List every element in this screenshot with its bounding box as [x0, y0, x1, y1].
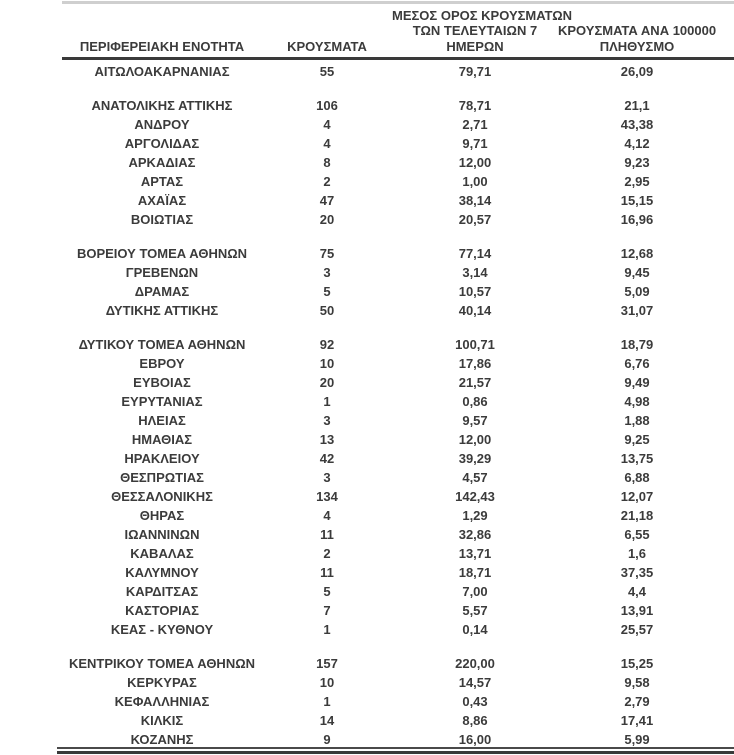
region-cell: ΑΝΑΤΟΛΙΚΗΣ ΑΤΤΙΚΗΣ [91, 98, 233, 113]
region-cell: ΚΟΖΑΝΗΣ [130, 732, 194, 747]
cases-cell: 1 [323, 694, 331, 709]
avg7-cell: 4,57 [462, 470, 488, 485]
avg7-cell: 1,29 [462, 508, 488, 523]
table-row [0, 172, 734, 191]
per100k-cell: 31,07 [620, 303, 654, 318]
per100k-cell: 43,38 [620, 117, 654, 132]
cases-cell: 5 [323, 284, 331, 299]
cases-cell: 9 [323, 732, 331, 747]
table-row [0, 620, 734, 639]
avg7-cell: 39,29 [458, 451, 492, 466]
avg7-cell: 14,57 [458, 675, 492, 690]
avg7-cell: 220,00 [455, 656, 495, 671]
region-cell: ΕΥΡΥΤΑΝΙΑΣ [121, 394, 203, 409]
avg7-cell: 0,86 [462, 394, 488, 409]
region-cell: ΑΧΑΪΑΣ [137, 193, 187, 208]
table-row [0, 525, 734, 544]
per100k-cell: 26,09 [620, 64, 654, 79]
avg7-cell: 40,14 [458, 303, 492, 318]
region-cell: ΑΡΚΑΔΙΑΣ [128, 155, 196, 170]
table-row [0, 449, 734, 468]
header-avg7-line2: ΤΩΝ ΤΕΛΕΥΤΑΙΩΝ 7 [412, 23, 538, 38]
table-row [0, 487, 734, 506]
per100k-cell: 9,58 [624, 675, 650, 690]
per100k-cell: 21,1 [624, 98, 650, 113]
cases-cell: 8 [323, 155, 331, 170]
cases-cell: 50 [319, 303, 335, 318]
table-row [0, 282, 734, 301]
avg7-cell: 12,00 [458, 432, 492, 447]
cases-cell: 3 [323, 470, 331, 485]
per100k-cell: 12,07 [620, 489, 654, 504]
table-header [0, 0, 734, 58]
per100k-cell: 13,91 [620, 603, 654, 618]
region-cell: ΔΥΤΙΚΟΥ ΤΟΜΕΑ ΑΘΗΝΩΝ [78, 337, 246, 352]
region-cell: ΘΗΡΑΣ [139, 508, 185, 523]
avg7-cell: 2,71 [462, 117, 488, 132]
cases-cell: 13 [319, 432, 335, 447]
table-row [0, 654, 734, 673]
table-row [0, 263, 734, 282]
table-row [0, 430, 734, 449]
region-cell: ΘΕΣΣΑΛΟΝΙΚΗΣ [111, 489, 213, 504]
table-row [0, 335, 734, 354]
cases-cell: 4 [323, 117, 331, 132]
avg7-cell: 77,14 [458, 246, 492, 261]
per100k-cell: 21,18 [620, 508, 654, 523]
region-cell: ΑΡΤΑΣ [140, 174, 184, 189]
avg7-cell: 16,00 [458, 732, 492, 747]
avg7-cell: 38,14 [458, 193, 492, 208]
cases-cell: 7 [323, 603, 331, 618]
cases-cell: 1 [323, 394, 331, 409]
cases-cell: 3 [323, 265, 331, 280]
header-cases: ΚΡΟΥΣΜΑΤΑ [287, 39, 367, 54]
cases-cell: 10 [319, 675, 335, 690]
header-region: ΠΕΡΙΦΕΡΕΙΑΚΗ ΕΝΟΤΗΤΑ [79, 39, 245, 54]
cases-cell: 42 [319, 451, 335, 466]
per100k-cell: 9,25 [624, 432, 650, 447]
cases-cell: 11 [320, 565, 334, 580]
header-avg7-line1: ΜΕΣΟΣ ΟΡΟΣ ΚΡΟΥΣΜΑΤΩΝ [392, 8, 573, 23]
table-row [0, 692, 734, 711]
cases-cell: 92 [319, 337, 335, 352]
avg7-cell: 21,57 [458, 375, 492, 390]
table-row [0, 506, 734, 525]
table-row [0, 354, 734, 373]
region-cell: ΙΩΑΝΝΙΝΩΝ [124, 527, 200, 542]
group-gap [0, 81, 734, 96]
cases-cell: 134 [316, 489, 338, 504]
cases-cell: 106 [316, 98, 338, 113]
region-cell: ΕΒΡΟΥ [139, 356, 185, 371]
avg7-cell: 18,71 [458, 565, 492, 580]
cases-cell: 75 [319, 246, 335, 261]
cases-cell: 2 [323, 546, 331, 561]
table-row [0, 115, 734, 134]
avg7-cell: 142,43 [455, 489, 495, 504]
per100k-cell: 2,79 [624, 694, 650, 709]
table-row [0, 673, 734, 692]
region-cell: ΚΕΝΤΡΙΚΟΥ ΤΟΜΕΑ ΑΘΗΝΩΝ [68, 656, 256, 671]
per100k-cell: 6,88 [624, 470, 650, 485]
table-row [0, 582, 734, 601]
header-per100k-line2: ΠΛΗΘΥΣΜΟ [599, 39, 675, 54]
per100k-cell: 9,45 [624, 265, 650, 280]
cases-cell: 20 [319, 375, 335, 390]
cases-cell: 10 [319, 356, 335, 371]
per100k-cell: 6,55 [624, 527, 650, 542]
per100k-cell: 2,95 [624, 174, 650, 189]
avg7-cell: 17,86 [458, 356, 492, 371]
table-row [0, 210, 734, 229]
per100k-cell: 16,96 [620, 212, 654, 227]
per100k-cell: 4,12 [624, 136, 650, 151]
bottom-rule-thin [57, 747, 734, 749]
cases-cell: 14 [319, 713, 335, 728]
region-cell: ΚΕΦΑΛΛΗΝΙΑΣ [114, 694, 210, 709]
per100k-cell: 5,09 [624, 284, 650, 299]
region-cell: ΔΡΑΜΑΣ [134, 284, 190, 299]
per100k-cell: 6,76 [624, 356, 650, 371]
cases-cell: 2 [323, 174, 331, 189]
table-row [0, 468, 734, 487]
avg7-cell: 10,57 [458, 284, 492, 299]
avg7-cell: 5,57 [462, 603, 488, 618]
cases-cell: 55 [319, 64, 335, 79]
table-row [0, 62, 734, 81]
table-row [0, 563, 734, 582]
avg7-cell: 0,43 [462, 694, 488, 709]
avg7-cell: 12,00 [458, 155, 492, 170]
region-cell: ΚΑΒΑΛΑΣ [130, 546, 194, 561]
region-cell: ΗΡΑΚΛΕΙΟΥ [124, 451, 200, 466]
table-row [0, 153, 734, 172]
table-row [0, 544, 734, 563]
per100k-cell: 15,25 [620, 656, 654, 671]
avg7-cell: 8,86 [462, 713, 488, 728]
cases-cell: 1 [323, 622, 331, 637]
region-cell: ΑΝΔΡΟΥ [134, 117, 190, 132]
avg7-cell: 13,71 [458, 546, 492, 561]
table-row [0, 191, 734, 210]
group-gap [0, 229, 734, 244]
region-cell: ΚΕΡΚΥΡΑΣ [127, 675, 197, 690]
per100k-cell: 9,49 [624, 375, 650, 390]
per100k-cell: 18,79 [620, 337, 654, 352]
avg7-cell: 100,71 [455, 337, 495, 352]
region-cell: ΚΙΛΚΙΣ [140, 713, 184, 728]
region-cell: ΚΑΛΥΜΝΟΥ [125, 565, 199, 580]
per100k-cell: 25,57 [620, 622, 654, 637]
per100k-cell: 12,68 [620, 246, 654, 261]
per100k-cell: 4,4 [627, 584, 647, 599]
table-row [0, 711, 734, 730]
avg7-cell: 79,71 [458, 64, 492, 79]
cases-cell: 20 [319, 212, 335, 227]
per100k-cell: 5,99 [624, 732, 650, 747]
per100k-cell: 15,15 [620, 193, 654, 208]
avg7-cell: 1,00 [462, 174, 488, 189]
avg7-cell: 3,14 [462, 265, 488, 280]
table-row [0, 134, 734, 153]
region-cell: ΒΟΙΩΤΙΑΣ [130, 212, 194, 227]
per100k-cell: 37,35 [620, 565, 654, 580]
header-avg7-line3: ΗΜΕΡΩΝ [446, 39, 504, 54]
table-row [0, 96, 734, 115]
group-gap [0, 639, 734, 654]
region-cell: ΗΜΑΘΙΑΣ [131, 432, 193, 447]
avg7-cell: 9,57 [462, 413, 488, 428]
header-rule [62, 57, 734, 60]
bottom-rule-thick [57, 751, 734, 754]
region-cell: ΓΡΕΒΕΝΩΝ [125, 265, 199, 280]
cases-cell: 4 [323, 136, 331, 151]
region-cell: ΔΥΤΙΚΗΣ ΑΤΤΙΚΗΣ [105, 303, 219, 318]
cases-cell: 157 [316, 656, 338, 671]
region-cell: ΚΕΑΣ - ΚΥΘΝΟΥ [110, 622, 214, 637]
avg7-cell: 7,00 [462, 584, 488, 599]
table-body [0, 62, 734, 749]
avg7-cell: 78,71 [458, 98, 492, 113]
table-row [0, 601, 734, 620]
cases-cell: 4 [323, 508, 331, 523]
cases-cell: 5 [323, 584, 331, 599]
per100k-cell: 4,98 [624, 394, 650, 409]
region-cell: ΚΑΡΔΙΤΣΑΣ [125, 584, 199, 599]
region-cell: ΑΙΤΩΛΟΑΚΑΡΝΑΝΙΑΣ [94, 64, 230, 79]
avg7-cell: 32,86 [458, 527, 492, 542]
cases-cell: 3 [323, 413, 331, 428]
table-row [0, 392, 734, 411]
avg7-cell: 0,14 [462, 622, 488, 637]
region-cell: ΘΕΣΠΡΩΤΙΑΣ [120, 470, 204, 485]
region-cell: ΑΡΓΟΛΙΔΑΣ [124, 136, 200, 151]
avg7-cell: 20,57 [458, 212, 492, 227]
header-per100k-line1: ΚΡΟΥΣΜΑΤΑ ΑΝΑ 100000 [558, 23, 717, 38]
per100k-cell: 1,88 [624, 413, 650, 428]
table-row [0, 411, 734, 430]
region-cell: ΚΑΣΤΟΡΙΑΣ [125, 603, 199, 618]
per100k-cell: 13,75 [620, 451, 654, 466]
table-row [0, 373, 734, 392]
table-row [0, 301, 734, 320]
group-gap [0, 320, 734, 335]
region-cell: ΕΥΒΟΙΑΣ [133, 375, 191, 390]
cases-cell: 11 [320, 527, 334, 542]
table-row [0, 244, 734, 263]
region-cell: ΒΟΡΕΙΟΥ ΤΟΜΕΑ ΑΘΗΝΩΝ [76, 246, 248, 261]
per100k-cell: 1,6 [627, 546, 647, 561]
avg7-cell: 9,71 [462, 136, 488, 151]
cases-cell: 47 [319, 193, 335, 208]
per100k-cell: 9,23 [624, 155, 650, 170]
region-cell: ΗΛΕΙΑΣ [138, 413, 186, 428]
per100k-cell: 17,41 [620, 713, 654, 728]
